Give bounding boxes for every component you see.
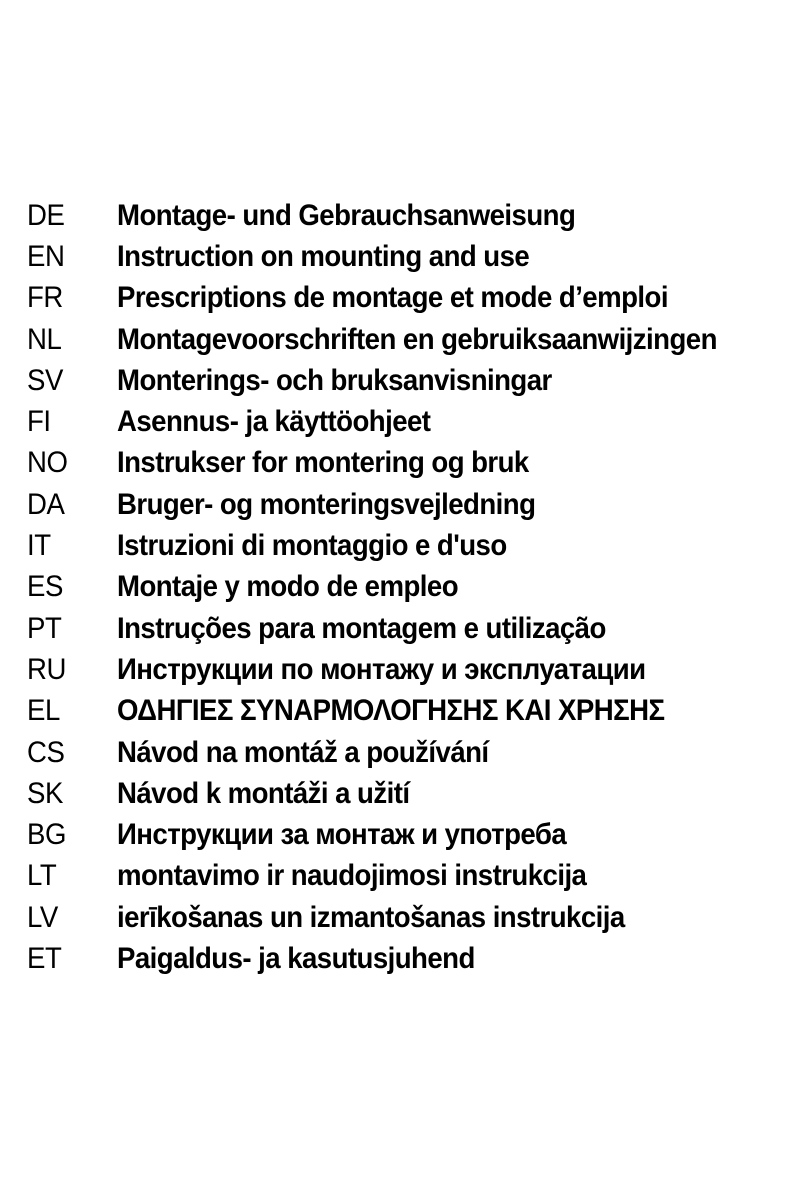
language-title: Montage- und Gebrauchsanweisung [117,198,576,232]
language-title: Návod na montáž a používání [117,735,489,769]
language-title: Инструкции за монтаж и употреба [117,818,567,852]
language-title: montavimo ir naudojimosi instrukcija [117,859,587,893]
language-row-da [27,484,769,525]
language-title: Monterings- och bruksanvisningar [117,363,552,397]
language-title: Montaje y modo de empleo [117,570,459,604]
language-row-lv [27,897,769,938]
language-code: IT [27,529,51,563]
language-row-lt [27,856,769,897]
language-title: Návod k montáži a užití [117,776,410,810]
language-row-de [27,195,769,236]
language-title: Paigaldus- ja kasutusjuhend [117,941,475,975]
language-title: Instruction on mounting and use [117,239,530,273]
language-row-et [27,938,769,979]
language-row-bg [27,814,769,855]
language-row-ru [27,649,769,690]
language-row-cs [27,732,769,773]
language-title: Istruzioni di montaggio e d'uso [117,529,507,563]
language-title: Asennus- ja käyttöohjeet [117,405,431,439]
language-row-el [27,691,769,732]
language-code: DE [27,198,65,232]
language-code: BG [27,818,66,852]
language-row-sk [27,773,769,814]
language-code: RU [27,652,66,686]
language-row-pt [27,608,769,649]
language-code: LV [27,900,58,934]
language-list [27,195,769,980]
language-code: SK [27,776,63,810]
language-row-es [27,567,769,608]
language-code: ES [27,570,63,604]
language-title: Инструкции по монтажу и эксплуатации [117,652,646,686]
language-title: Instrukser for montering og bruk [117,446,529,480]
language-title: Bruger- og monteringsvejledning [117,487,536,521]
language-title: Instruções para montagem e utilização [117,611,606,645]
language-code: FR [27,281,63,315]
language-code: NL [27,322,62,356]
language-code: ET [27,941,62,975]
language-title: ΟΔΗΓΙΕΣ ΣΥΝΑΡΜΟΛΟΓΗΣΗΣ ΚΑΙ ΧΡΗΣΗΣ [117,694,665,728]
language-code: FI [27,405,51,439]
language-code: DA [27,487,65,521]
language-row-it [27,525,769,566]
language-code: NO [27,446,68,480]
language-row-fr [27,278,769,319]
language-row-nl [27,319,769,360]
language-row-en [27,236,769,277]
language-code: LT [27,859,57,893]
language-code: PT [27,611,62,645]
language-code: CS [27,735,65,769]
language-title: Prescriptions de montage et mode d’emploi [117,281,668,315]
language-code: EL [27,694,60,728]
language-row-sv [27,360,769,401]
language-row-no [27,443,769,484]
language-code: SV [27,363,63,397]
language-title: ierīkošanas un izmantošanas instrukcija [117,900,625,934]
language-code: EN [27,239,65,273]
language-title: Montagevoorschriften en gebruiksaanwijzingen [117,322,717,356]
language-row-fi [27,401,769,442]
